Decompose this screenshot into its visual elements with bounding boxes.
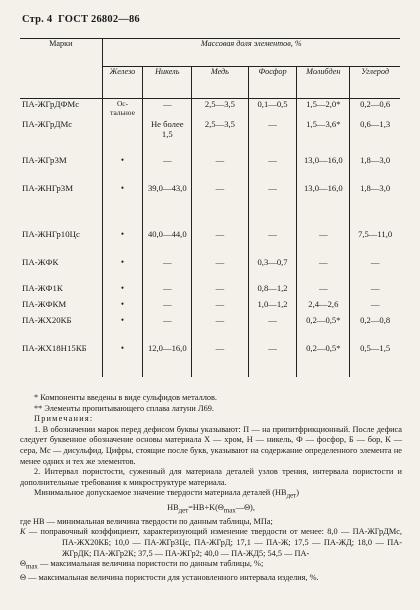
value-cell: — <box>143 155 192 183</box>
value-cell: 2,5—3,5 <box>192 119 249 155</box>
grade-cell: ПА-ЖГрДМс <box>22 118 73 129</box>
value-cell: — <box>297 229 350 257</box>
value-cell: • <box>102 183 143 229</box>
grade-cell: ПА-ЖФКМ <box>22 298 67 309</box>
value-cell: • <box>102 299 143 315</box>
grade-cell: ПА-ЖХ20КБ <box>22 314 72 325</box>
value-cell: — <box>248 315 297 343</box>
column-header-3: Фосфор <box>248 67 297 99</box>
value-cell: — <box>143 315 192 343</box>
column-header-0: Железо <box>102 67 143 99</box>
table-row <box>20 229 400 257</box>
note-2: 2. Интервал пористости, суженный для материала деталей узлов трения, интервала пористости и дополнительные требования к микроструктуре материала. <box>20 467 402 487</box>
footnotes <box>20 393 402 584</box>
value-cell: — <box>192 283 249 299</box>
value-cell: 2,5—3,5 <box>192 99 249 119</box>
value-cell: — <box>248 229 297 257</box>
value-cell: 0,2—0,5* <box>297 343 350 377</box>
value-cell: Не более 1,5 <box>143 119 192 155</box>
min-hardness-text: Минимальное допускаемое значение твердости материала деталей $(HB_{дет})$ <box>34 488 299 500</box>
value-cell: — <box>192 155 249 183</box>
grade-cell: ПА-ЖНГр3М <box>22 182 74 193</box>
value-cell: 1,8—3,0 <box>350 155 400 183</box>
table-row <box>20 257 400 283</box>
value-cell: • <box>102 155 143 183</box>
definition-theta: Θ — максимальная величина пористости для установленного интервала изделия, %. <box>20 573 319 583</box>
definition-hb: где HB — минимальная величина твердости по данным таблицы, МПа; <box>20 516 273 526</box>
table-row <box>20 299 400 315</box>
table-row <box>20 343 400 377</box>
value-cell: — <box>297 283 350 299</box>
grade-cell: ПА-ЖНГр10Цс <box>22 228 80 239</box>
value-cell: — <box>143 99 192 119</box>
column-header-4: Молибден <box>297 67 350 99</box>
definition-k: K — поправочный коэффициент, характеризующий изменение твердости от менее: 8,0 — ПА-ЖГрДМс, ПА-ЖХ20КБ; 10,0 — ПА-ЖГр3Цс, ПА-ЖГрД; 17,1 — ПА-Ж; 17,5 — ПА-ЖД; 18,0 — ПА-ЖГрДК; ПА-ЖГр2К; 37,5 — ПА-ЖГр2; 40,0 — ПА-ЖД5; 54,5 — ПА- <box>20 527 402 558</box>
mass-fraction-header: Массовая доля элементов, % <box>102 39 400 67</box>
value-cell: 7,5—11,0 <box>350 229 400 257</box>
value-cell: 0,2—0,6 <box>350 99 400 119</box>
value-cell: 0,2—0,5* <box>297 315 350 343</box>
value-cell: — <box>248 119 297 155</box>
value-cell: • <box>102 229 143 257</box>
value-cell: — <box>350 283 400 299</box>
column-header-1: Никель <box>143 67 192 99</box>
value-cell: 39,0—43,0 <box>143 183 192 229</box>
page-header <box>22 14 143 25</box>
value-cell: 0,5—1,5 <box>350 343 400 377</box>
grade-cell: ПА-ЖФ1К <box>22 282 63 293</box>
value-cell: — <box>248 343 297 377</box>
value-cell: — <box>297 257 350 283</box>
grade-cell: ПА-ЖГр3М <box>22 154 67 165</box>
note-1: 1. В обозначении марок перед дефисом буквы указывают: П — на припитфрикционный. После дефиса следует буквенное обозначение основы материала Х — хром, Н — никель, Ф — фосфор, Б — бор, К — сера, Мс — дисульфид. Цифры, стоящие после букв, указывают на содержание определенного элемента не менее одних и тех же элементов. <box>20 424 402 466</box>
value-cell: — <box>248 183 297 229</box>
value-cell: — <box>143 283 192 299</box>
notes-title: Примечания: <box>34 414 94 424</box>
value-cell: 1,5—2,0* <box>297 99 350 119</box>
table-row <box>20 155 400 183</box>
value-cell: — <box>192 343 249 377</box>
value-cell: — <box>192 183 249 229</box>
page-number: Стр. 4 <box>22 14 53 25</box>
value-cell: 1,8—3,0 <box>350 183 400 229</box>
table-row <box>20 99 400 119</box>
value-cell: — <box>350 299 400 315</box>
table-row <box>20 283 400 299</box>
footnote-star2: ** Элементы пропитывающего сплава латуни Л69. <box>34 403 214 413</box>
value-cell: 13,0—16,0 <box>297 183 350 229</box>
value-cell: 12,0—16,0 <box>143 343 192 377</box>
table-row <box>20 315 400 343</box>
value-cell: 2,4—2,6 <box>297 299 350 315</box>
value-cell: 0,2—0,8 <box>350 315 400 343</box>
definition-theta-max: $\Theta_{max}$ — максимальная величина пористости по данным таблицы, %; <box>20 559 264 571</box>
table-row <box>20 119 400 155</box>
composition-table <box>20 38 400 377</box>
value-cell: — <box>192 229 249 257</box>
value-cell: 0,6—1,3 <box>350 119 400 155</box>
value-cell: 1,0—1,2 <box>248 299 297 315</box>
value-cell: — <box>192 315 249 343</box>
value-cell: • <box>102 343 143 377</box>
value-cell: 13,0—16,0 <box>297 155 350 183</box>
footnote-star1: * Компоненты введены в виде сульфидов металлов. <box>34 393 217 402</box>
value-cell: — <box>192 299 249 315</box>
value-cell: 0,1—0,5 <box>248 99 297 119</box>
column-header-5: Углерод <box>350 67 400 99</box>
value-cell: • <box>102 315 143 343</box>
grade-cell: ПА-ЖХ18Н15КБ <box>22 342 87 353</box>
value-cell: — <box>143 257 192 283</box>
value-cell <box>102 119 143 155</box>
hardness-formula: $HB_{дет}=HB+K(\Theta_{max}—\Theta)$, <box>167 502 255 515</box>
value-cell: Ос- тальное <box>102 99 143 119</box>
table-row <box>20 183 400 229</box>
value-cell: 1,5—3,6* <box>297 119 350 155</box>
value-cell: 40,0—44,0 <box>143 229 192 257</box>
value-cell: 0,3—0,7 <box>248 257 297 283</box>
value-cell: • <box>102 283 143 299</box>
value-cell: — <box>350 257 400 283</box>
standard-number: ГОСТ 26802—86 <box>58 14 140 25</box>
value-cell: — <box>192 257 249 283</box>
value-cell: • <box>102 257 143 283</box>
value-cell: — <box>248 155 297 183</box>
grade-cell: ПА-ЖГрДФМс <box>22 99 80 109</box>
column-header-2: Медь <box>192 67 249 99</box>
grade-cell: ПА-ЖФК <box>22 256 59 267</box>
value-cell: — <box>143 299 192 315</box>
value-cell: 0,8—1,2 <box>248 283 297 299</box>
grade-column-header: Марки <box>20 39 102 99</box>
